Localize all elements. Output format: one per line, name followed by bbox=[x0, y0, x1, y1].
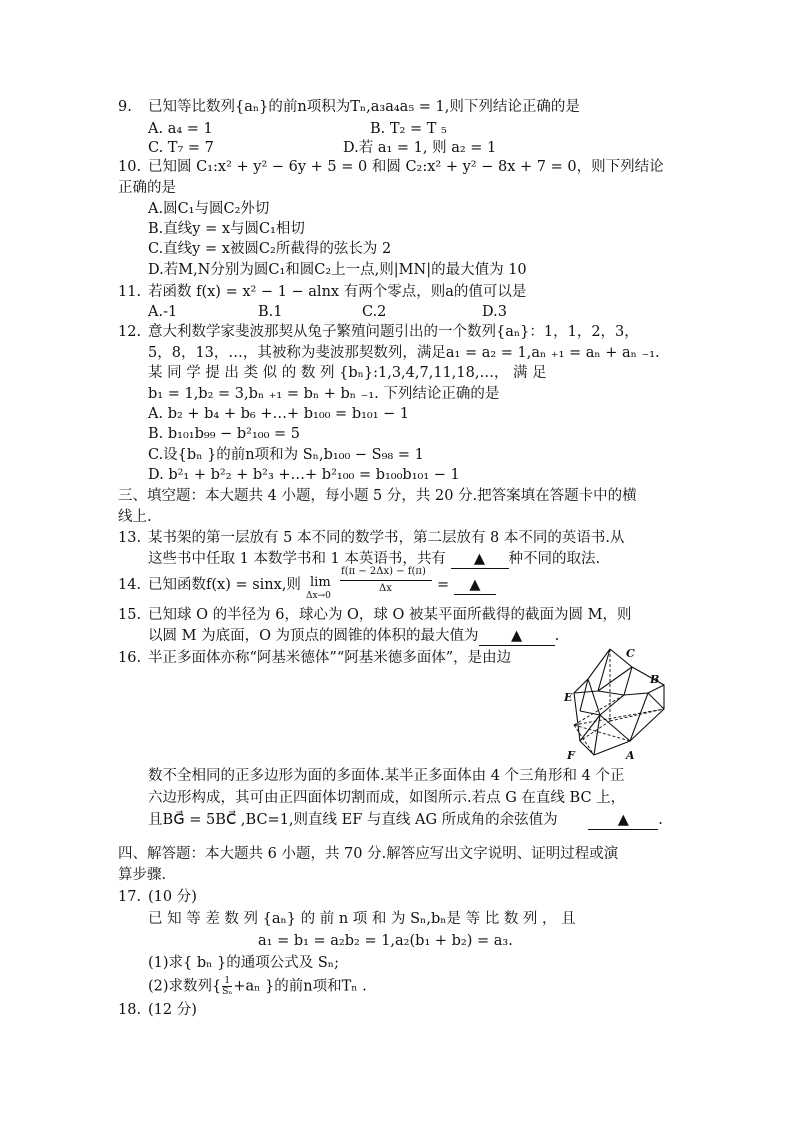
q15-line2 bbox=[148, 627, 559, 646]
q12-option-a: A. b₂ + b₄ + b₆ +…+ b₁₀₀ = b₁₀₁ − 1 bbox=[148, 406, 410, 422]
q10-option-d: D.若M,N分别为圆C₁和圆C₂上一点,则|MN|的最大值为 10 bbox=[148, 262, 527, 278]
q11-stem: 若函数 f(x) = x² − 1 − alnx 有两个零点，则a的值可以是 bbox=[148, 284, 527, 300]
q11-option-b: B.1 bbox=[258, 304, 283, 320]
q9-stem: 已知等比数列{aₙ}的前n项积为Tₙ,a₃a₄a₅ = 1,则下列结论正确的是 bbox=[148, 99, 580, 115]
label-f: F bbox=[567, 749, 575, 762]
q13-line2-tail: 种不同的取法. bbox=[508, 551, 601, 567]
q11-option-a: A.-1 bbox=[148, 304, 178, 320]
q10-option-a: A.圆C₁与圆C₂外切 bbox=[148, 201, 270, 217]
q12-number: 12. bbox=[118, 324, 142, 340]
q12-stem-line2: 5，8，13，…，其被称为斐波那契数列，满足a₁ = a₂ = 1,aₙ ₊₁ = aₙ + aₙ ₋₁. bbox=[148, 345, 660, 361]
q14-number: 14. bbox=[118, 577, 142, 593]
q14-answer bbox=[454, 576, 496, 595]
q15-line2-text: 以圆 M 为底面，O 为顶点的圆锥的体积的最大值为 bbox=[148, 628, 479, 644]
q17-fraction-numerator: 1 bbox=[222, 976, 232, 987]
label-c: C bbox=[626, 647, 635, 660]
q14-stem: 已知函数f(x) = sinx,则 bbox=[148, 577, 301, 593]
q16-line4-text: 且BG⃗ = 5BC⃗ ,BC=1,则直线 EF 与直线 AG 所成角的余弦值为 bbox=[148, 812, 558, 828]
q10-stem-line1: 已知圆 C₁:x² + y² − 6y + 5 = 0 和圆 C₂:x² + y² − 8x + 7 = 0，则下列结论 bbox=[148, 159, 664, 175]
q12-option-c: C.设{bₙ }的前n项和为 Sₙ,b₁₀₀ − S₉₈ = 1 bbox=[148, 447, 424, 463]
q17-part2-text: (2)求数列{ bbox=[148, 978, 222, 995]
q11-option-d: D.3 bbox=[482, 304, 507, 320]
q17-score: (10 分) bbox=[148, 889, 197, 905]
q16-line1: 半正多面体亦称“阿基米德体”“阿基米德多面体”，是由边 bbox=[148, 650, 512, 666]
truncated-tetrahedron-figure bbox=[560, 645, 678, 763]
section3-heading-line1: 三、填空题：本大题共 4 小题，每小题 5 分，共 20 分.把答案填在答题卡中的横 bbox=[118, 488, 637, 504]
q13-line2-text: 这些书中任取 1 本数学书和 1 本英语书，共有 bbox=[148, 551, 446, 567]
q16-line3: 六边形构成，其可由正四面体切割而成，如图所示.若点 G 在直线 BC 上， bbox=[148, 790, 626, 806]
q10-stem-line2: 正确的是 bbox=[118, 180, 176, 196]
q16-line4-tail: . bbox=[658, 812, 663, 828]
q16-line4 bbox=[148, 811, 663, 830]
q17-fraction-denominator: Sₙ bbox=[222, 987, 233, 997]
q15-answer-blank[interactable]: ▲ bbox=[479, 627, 555, 646]
q9-number: 9. bbox=[118, 99, 132, 115]
q16-line2: 数不全相同的正多边形为面的多面体.某半正多面体由 4 个三角形和 4 个正 bbox=[148, 768, 625, 784]
q18-score: (12 分) bbox=[148, 1002, 197, 1018]
q9-option-d: D.若 a₁ = 1, 则 a₂ = 1 bbox=[343, 140, 497, 156]
q18-number: 18. bbox=[118, 1002, 142, 1018]
q13-number: 13. bbox=[118, 530, 142, 546]
q10-option-c: C.直线y = x被圆C₂所截得的弦长为 2 bbox=[148, 241, 392, 257]
q9-option-a: A. a₄ = 1 bbox=[148, 121, 213, 137]
q16-answer-blank[interactable]: ▲ bbox=[588, 811, 658, 830]
q17-part2-tail: +aₙ }的前n项和Tₙ . bbox=[233, 978, 367, 995]
q14-answer-blank[interactable]: ▲ bbox=[454, 576, 496, 595]
q17-part2-fraction bbox=[222, 976, 232, 997]
section3-heading-line2: 线上. bbox=[118, 509, 152, 525]
q13-answer-blank[interactable]: ▲ bbox=[451, 550, 509, 569]
q17-stem-line1: 已 知 等 差 数 列 {aₙ} 的 前 n 项 和 为 Sₙ,bₙ是 等 比 数 列 ， 且 bbox=[148, 911, 576, 927]
q11-option-c: C.2 bbox=[362, 304, 387, 320]
q15-line2-tail: . bbox=[554, 628, 560, 644]
label-e: E bbox=[564, 691, 573, 704]
q17-number: 17. bbox=[118, 889, 142, 905]
label-a: A bbox=[626, 749, 635, 762]
q10-option-b: B.直线y = x与圆C₁相切 bbox=[148, 221, 305, 237]
q16-number: 16. bbox=[118, 650, 142, 666]
q14-lim-subscript: Δx→0 bbox=[306, 591, 331, 601]
q15-number: 15. bbox=[118, 607, 142, 623]
q17-stem-line2: a₁ = b₁ = a₂b₂ = 1,a₂(b₁ + b₂) = a₃. bbox=[258, 933, 513, 949]
section4-heading-line2: 算步骤. bbox=[118, 867, 167, 883]
q17-part1: (1)求{ bₙ }的通项公式及 Sₙ; bbox=[148, 955, 339, 971]
q13-line1: 某书架的第一层放有 5 本不同的数学书，第二层放有 8 本不同的英语书.从 bbox=[148, 530, 625, 546]
q12-stem-line3: 某 同 学 提 出 类 似 的 数 列 {bₙ}:1,3,4,7,11,18,…， 满 足 bbox=[148, 365, 547, 381]
q12-stem-line4: b₁ = 1,b₂ = 3,bₙ ₊₁ = bₙ + bₙ ₋₁. 下列结论正确的是 bbox=[148, 386, 500, 402]
section4-heading-line1: 四、解答题：本大题共 6 小题，共 70 分.解答应写出文字说明、证明过程或演 bbox=[118, 846, 619, 862]
q12-option-d: D. b²₁ + b²₂ + b²₃ +…+ b²₁₀₀ = b₁₀₀b₁₀₁ − 1 bbox=[148, 467, 460, 483]
q14-equals: = bbox=[437, 577, 450, 593]
q14-lim: lim bbox=[310, 575, 331, 590]
q17-part2 bbox=[148, 976, 367, 997]
q14-fraction-denominator: Δx bbox=[379, 583, 392, 594]
q10-number: 10. bbox=[118, 159, 142, 175]
q12-option-b: B. b₁₀₁b₉₉ − b²₁₀₀ = 5 bbox=[148, 426, 300, 442]
polyhedron-diagram bbox=[560, 645, 678, 763]
q9-option-c: C. T₇ = 7 bbox=[148, 140, 214, 156]
q12-stem-line1: 意大利数学家斐波那契从兔子繁殖问题引出的一个数列{aₙ}：1，1，2，3， bbox=[148, 324, 639, 340]
q14-fraction-numerator: f(π − 2Δx) − f(π) bbox=[341, 566, 426, 577]
outline bbox=[574, 649, 664, 755]
q11-number: 11. bbox=[118, 284, 142, 300]
q14-fraction-bar bbox=[340, 580, 432, 581]
label-b: B bbox=[650, 673, 660, 686]
q9-option-b: B. T₂ = T ₅ bbox=[370, 121, 447, 137]
q15-line1: 已知球 O 的半径为 6，球心为 O，球 O 被某平面所截得的截面为圆 M，则 bbox=[148, 607, 632, 623]
